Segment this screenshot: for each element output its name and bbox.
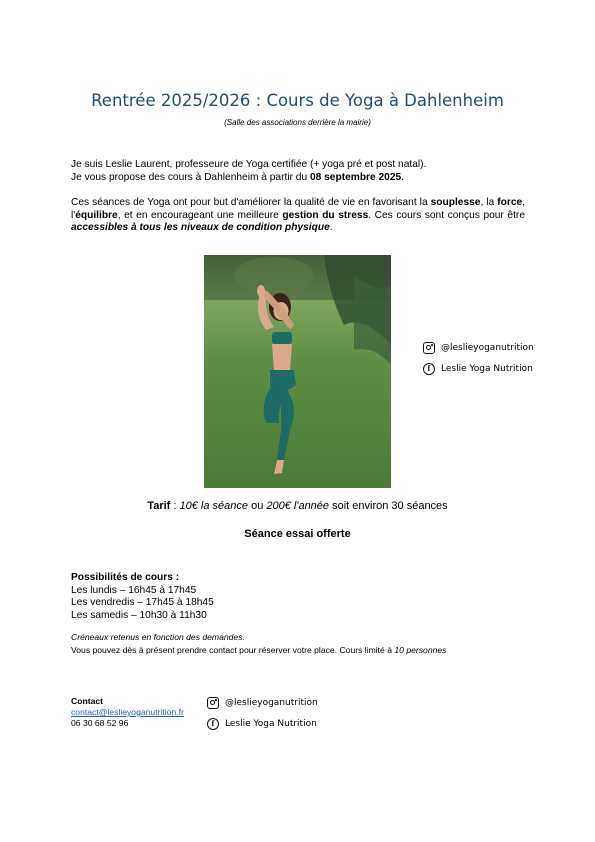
instagram-link-bottom[interactable] (207, 697, 318, 709)
pricing-line: Tarif : 10€ la séance ou 200€ l'année soit environ 30 séances (147, 500, 448, 512)
instagram-link-top[interactable] (423, 342, 534, 354)
page-title: Rentrée 2025/2026 : Cours de Yoga à Dahlenheim (91, 91, 504, 110)
benefits-paragraph: Ces séances de Yoga ont pour but d'améliorer la qualité de vie en favorisant la souplesse, la force, l'équilibre, et en encourageant une meilleure gestion du stress. Ces cours sont conçus pour être accessibles à tous les niveaux de condition physique. (71, 197, 525, 233)
schedule-section (71, 572, 531, 622)
yoga-pose-illustration (204, 255, 391, 488)
contact-phone: 06 30 68 52 96 (71, 718, 129, 728)
schedule-heading: Possibilités de cours : (71, 572, 180, 583)
facebook-link-top[interactable] (423, 363, 533, 375)
schedule-item: Les samedis – 10h30 à 11h30 (71, 609, 207, 621)
schedule-item: Les vendredis – 17h45 à 18h45 (71, 597, 214, 608)
start-date: 08 septembre 2025 (309, 171, 402, 183)
facebook-icon: f (207, 718, 219, 730)
schedule-item: Les lundis – 16h45 à 17h45 (71, 584, 197, 596)
venue-subtitle: (Salle des associations derrière la mairie) (224, 118, 371, 127)
instagram-icon (207, 697, 219, 709)
trial-offer: Séance essai offerte (244, 528, 351, 540)
schedule-note: Créneaux retenus en fonction des demandes. (71, 632, 245, 642)
instagram-icon (423, 342, 435, 354)
facebook-page: Leslie Yoga Nutrition (225, 719, 317, 729)
intro-paragraph (71, 159, 531, 184)
contact-label: Contact (71, 696, 103, 706)
instagram-handle: @leslieyoganutrition (441, 343, 534, 353)
intro-line-1: Je suis Leslie Laurent, professeure de Yoga certifiée (+ yoga pré et post natal). (71, 159, 427, 170)
intro-line-2: Je vous propose des cours à Dahlenheim à partir du 08 septembre 2025. (71, 171, 405, 183)
booking-notes (71, 631, 531, 656)
contact-email-link[interactable]: contact@leslieyoganutrition.fr (71, 707, 184, 717)
facebook-page: Leslie Yoga Nutrition (441, 364, 533, 374)
instagram-handle: @leslieyoganutrition (225, 698, 318, 708)
yoga-photo (204, 255, 391, 488)
facebook-link-bottom[interactable] (207, 718, 317, 730)
facebook-icon: f (423, 363, 435, 375)
contact-block (71, 696, 184, 729)
booking-line: Vous pouvez dès à présent prendre contact pour réserver votre place. Cours limité à 10 personnes (71, 644, 447, 655)
